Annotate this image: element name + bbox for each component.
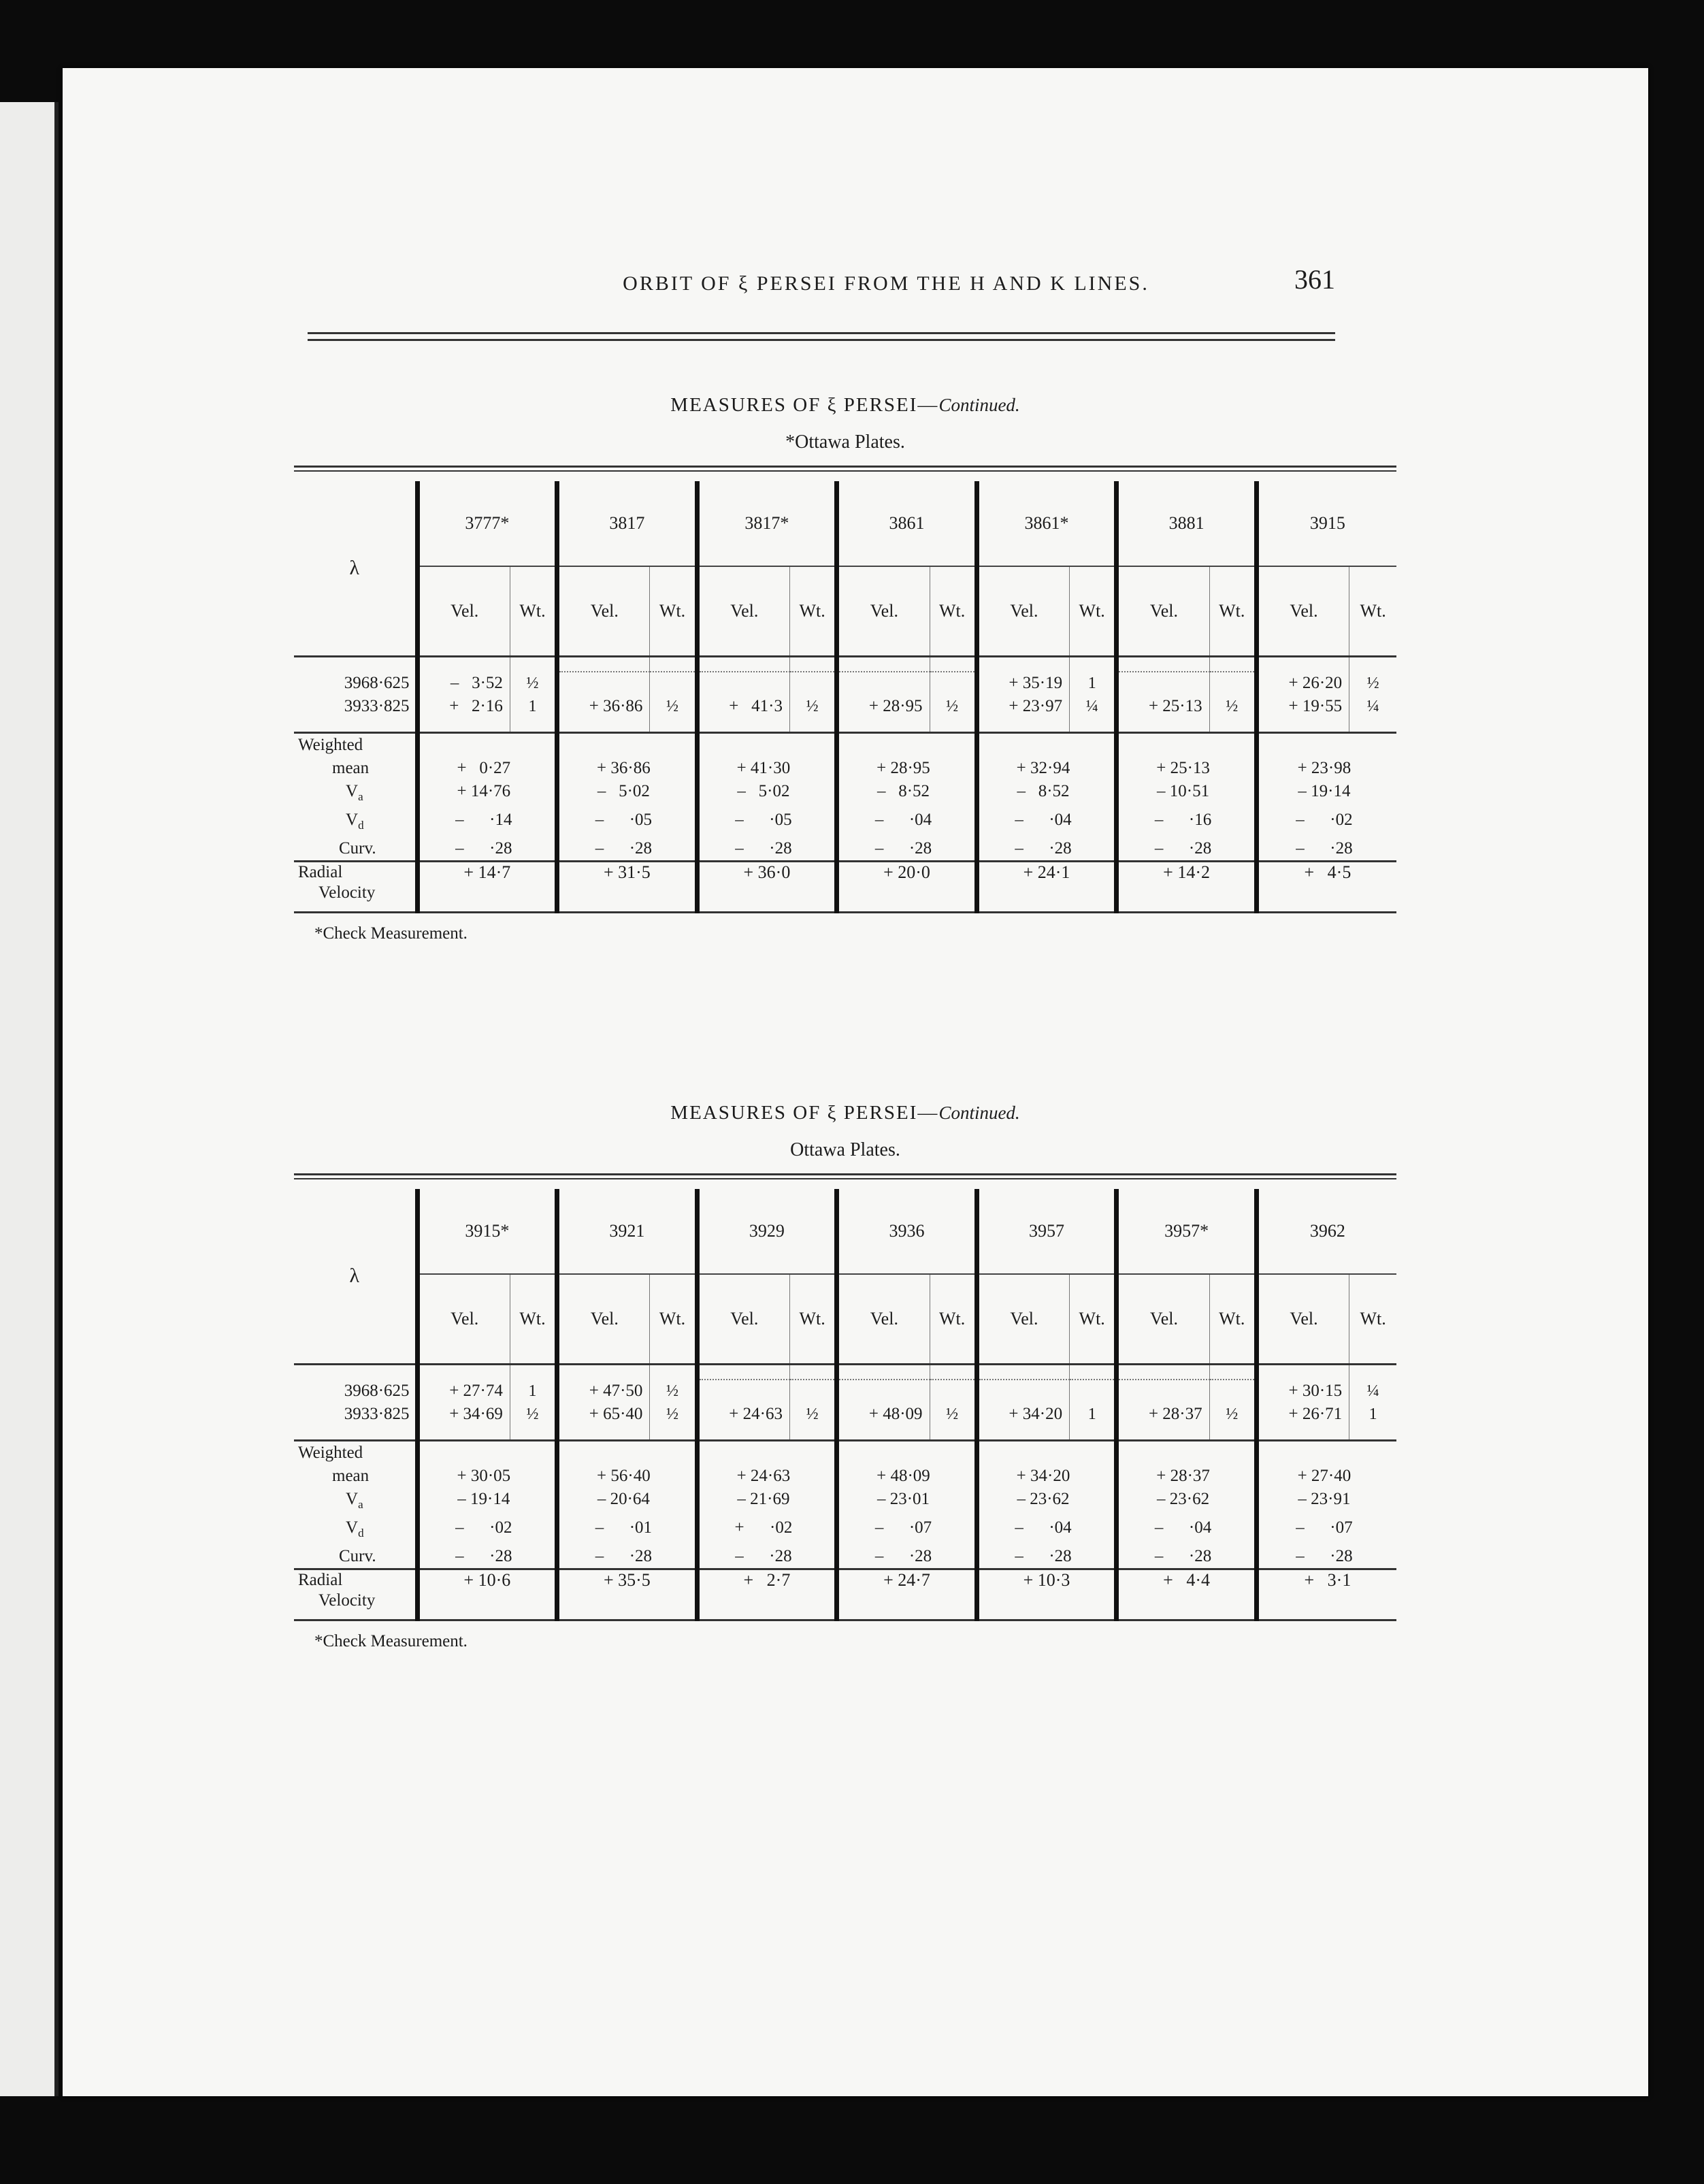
plate-number: 3957* (1117, 1189, 1257, 1274)
footnote: *Check Measurement. (314, 1632, 468, 1650)
radial-label: Velocity (318, 883, 376, 902)
summary-value: – ·28 (697, 1545, 837, 1569)
radial-velocity-value: + 24·1 (977, 862, 1117, 913)
vel-value: + 34·69 (417, 1403, 510, 1426)
measures-table (294, 1189, 1396, 1621)
summary-value: – 19·14 (1256, 780, 1396, 809)
summary-value: + 56·40 (557, 1465, 698, 1488)
wt-header: Wt. (789, 566, 836, 657)
radial-velocity-value: + 3·1 (1256, 1569, 1396, 1620)
summary-value: – ·28 (697, 837, 837, 862)
summary-value: – 5·02 (557, 780, 698, 809)
summary-label: mean (332, 759, 370, 777)
vel-value (977, 1380, 1069, 1403)
summary-value: + 28·95 (837, 757, 977, 780)
wt-value: ½ (650, 1380, 697, 1403)
wt-header: Wt. (1349, 566, 1396, 657)
plate-number: 3861 (837, 481, 977, 566)
summary-value: + 27·40 (1256, 1465, 1396, 1488)
wt-value: ½ (650, 695, 697, 718)
vel-value: + 25·13 (1117, 695, 1209, 718)
wavelength-label: 3968·625 (344, 674, 410, 692)
vel-value: + 23·97 (977, 695, 1069, 718)
vel-value (837, 1380, 930, 1403)
wt-value (930, 672, 977, 695)
plate-number: 3777* (417, 481, 557, 566)
summary-value: – 8·52 (977, 780, 1117, 809)
vel-header: Vel. (417, 1274, 510, 1365)
summary-value: – ·28 (557, 837, 698, 862)
wt-value: ½ (510, 1403, 557, 1426)
summary-value: – ·28 (417, 837, 557, 862)
wt-header: Wt. (1209, 1274, 1256, 1365)
plate-number: 3817* (697, 481, 837, 566)
summary-value: – ·04 (1117, 1516, 1257, 1545)
wt-value: ¼ (1070, 695, 1117, 718)
radial-label: Velocity (318, 1591, 376, 1610)
radial-velocity-value: + 35·5 (557, 1569, 698, 1620)
wt-value (1209, 672, 1256, 695)
wavelength-label: 3933·825 (344, 697, 410, 715)
summary-label: $V_d$ (346, 811, 364, 832)
radial-velocity-value: + 20·0 (837, 862, 977, 913)
wt-header: Wt. (650, 1274, 697, 1365)
summary-value: + 36·86 (557, 757, 698, 780)
vel-value (697, 1380, 789, 1403)
vel-header: Vel. (977, 566, 1069, 657)
summary-value: – 10·51 (1117, 780, 1257, 809)
wt-value (650, 672, 697, 695)
table-title-continued: Continued. (938, 395, 1020, 415)
plate-number: 3817 (557, 481, 698, 566)
plate-number: 3915 (1256, 481, 1396, 566)
plate-number: 3929 (697, 1189, 837, 1274)
vel-value (1117, 1380, 1209, 1403)
vel-value (697, 672, 789, 695)
adjacent-page-edge (0, 102, 59, 2096)
radial-velocity-value: + 36·0 (697, 862, 837, 913)
summary-value: + 48·09 (837, 1465, 977, 1488)
wt-value: ¼ (1349, 695, 1396, 718)
wt-value: 1 (1070, 672, 1117, 695)
radial-velocity-value: + 14·2 (1117, 862, 1257, 913)
summary-value: – ·04 (977, 1516, 1117, 1545)
summary-value: – 21·69 (697, 1488, 837, 1516)
wt-value (789, 1380, 836, 1403)
summary-value: – ·01 (557, 1516, 698, 1545)
vel-value: + 34·20 (977, 1403, 1069, 1426)
vel-header: Vel. (1117, 1274, 1209, 1365)
wt-value: ½ (789, 1403, 836, 1426)
running-head: ORBIT OF ξ PERSEI FROM THE H AND K LINES. (623, 272, 1149, 295)
measures-table (294, 481, 1396, 913)
summary-value: – ·28 (837, 1545, 977, 1569)
wt-value: ½ (1349, 672, 1396, 695)
summary-value: + 41·30 (697, 757, 837, 780)
summary-label: Curv. (339, 1547, 376, 1565)
wt-header: Wt. (650, 566, 697, 657)
vel-value: + 19·55 (1256, 695, 1349, 718)
head-rule (308, 339, 1335, 341)
wt-header: Wt. (789, 1274, 836, 1365)
summary-value: – ·04 (837, 809, 977, 837)
vel-value (557, 672, 650, 695)
plate-number: 3921 (557, 1189, 698, 1274)
summary-value: – ·28 (837, 837, 977, 862)
radial-velocity-value: + 10·6 (417, 1569, 557, 1620)
summary-value: – ·07 (1256, 1516, 1396, 1545)
summary-value: + 14·76 (417, 780, 557, 809)
wt-value: ½ (1209, 695, 1256, 718)
table-title (294, 388, 1396, 422)
wt-value: ¼ (1349, 1380, 1396, 1403)
wt-value (930, 1380, 977, 1403)
summary-value: + 24·63 (697, 1465, 837, 1488)
summary-value: – 19·14 (417, 1488, 557, 1516)
wavelength-label: 3968·625 (344, 1382, 410, 1400)
wt-value: ½ (650, 1403, 697, 1426)
table-top-rule (294, 1173, 1396, 1179)
summary-value: – 8·52 (837, 780, 977, 809)
wavelength-label: 3933·825 (344, 1405, 410, 1423)
summary-value: – ·02 (417, 1516, 557, 1545)
wt-header: Wt. (510, 1274, 557, 1365)
summary-label: Weighted (298, 736, 363, 754)
wt-value (1070, 1380, 1117, 1403)
wt-value: ½ (930, 1403, 977, 1426)
radial-velocity-value: + 31·5 (557, 862, 698, 913)
radial-velocity-value: + 4·4 (1117, 1569, 1257, 1620)
radial-velocity-value: + 24·7 (837, 1569, 977, 1620)
wt-header: Wt. (1070, 1274, 1117, 1365)
lambda-header: λ (349, 557, 360, 579)
wt-header: Wt. (510, 566, 557, 657)
vel-header: Vel. (1256, 566, 1349, 657)
wt-value: ½ (789, 695, 836, 718)
summary-value: – ·16 (1117, 809, 1257, 837)
vel-value: + 36·86 (557, 695, 650, 718)
vel-value: + 65·40 (557, 1403, 650, 1426)
table-subtitle: *Ottawa Plates. (785, 431, 905, 453)
summary-value: + 34·20 (977, 1465, 1117, 1488)
summary-value: + 28·37 (1117, 1465, 1257, 1488)
vel-header: Vel. (557, 566, 650, 657)
wt-value: 1 (1349, 1403, 1396, 1426)
summary-value: – 23·91 (1256, 1488, 1396, 1516)
summary-value: – ·07 (837, 1516, 977, 1545)
plate-number: 3861* (977, 481, 1117, 566)
summary-value: – ·28 (1117, 837, 1257, 862)
wt-value (1209, 1380, 1256, 1403)
table-title-continued: Continued. (938, 1103, 1020, 1123)
head-rule (308, 332, 1335, 334)
summary-label: $V_a$ (346, 782, 363, 803)
vel-header: Vel. (557, 1274, 650, 1365)
vel-value: + 28·95 (837, 695, 930, 718)
summary-label: Weighted (298, 1444, 363, 1462)
vel-value: + 47·50 (557, 1380, 650, 1403)
vel-header: Vel. (697, 1274, 789, 1365)
vel-value: + 30·15 (1256, 1380, 1349, 1403)
summary-value: – 23·62 (977, 1488, 1117, 1516)
vel-header: Vel. (697, 566, 789, 657)
vel-value: + 48·09 (837, 1403, 930, 1426)
wt-value: 1 (510, 695, 557, 718)
vel-value: – 3·52 (417, 672, 510, 695)
summary-label: $V_a$ (346, 1490, 363, 1511)
vel-header: Vel. (1256, 1274, 1349, 1365)
measures-table-2 (294, 1096, 1396, 1651)
vel-header: Vel. (977, 1274, 1069, 1365)
summary-value: – ·04 (977, 809, 1117, 837)
radial-velocity-value: + 14·7 (417, 862, 557, 913)
vel-header: Vel. (1117, 566, 1209, 657)
table-title-main: MEASURES OF ξ PERSEI— (670, 1102, 939, 1124)
table-top-rule (294, 466, 1396, 472)
plate-number: 3936 (837, 1189, 977, 1274)
wt-header: Wt. (1349, 1274, 1396, 1365)
vel-value (837, 672, 930, 695)
table-title-main: MEASURES OF ξ PERSEI— (670, 394, 939, 416)
summary-value: + 23·98 (1256, 757, 1396, 780)
vel-value: + 24·63 (697, 1403, 789, 1426)
footnote: *Check Measurement. (314, 924, 468, 943)
lambda-header: λ (349, 1265, 360, 1287)
summary-value: – ·28 (977, 1545, 1117, 1569)
plate-number: 3915* (417, 1189, 557, 1274)
summary-value: + 25·13 (1117, 757, 1257, 780)
summary-value: + 0·27 (417, 757, 557, 780)
radial-velocity-value: + 2·7 (697, 1569, 837, 1620)
summary-value: + 32·94 (977, 757, 1117, 780)
plate-number: 3957 (977, 1189, 1117, 1274)
summary-value: – ·28 (1256, 1545, 1396, 1569)
wt-header: Wt. (930, 566, 977, 657)
wt-value: ½ (510, 672, 557, 695)
summary-value: – ·28 (1117, 1545, 1257, 1569)
summary-value: – ·05 (697, 809, 837, 837)
vel-value (1117, 672, 1209, 695)
summary-value: – 5·02 (697, 780, 837, 809)
wt-value: ½ (930, 695, 977, 718)
vel-value: + 26·20 (1256, 672, 1349, 695)
wt-header: Wt. (930, 1274, 977, 1365)
plate-number: 3881 (1117, 481, 1257, 566)
summary-value: – ·14 (417, 809, 557, 837)
summary-value: – ·28 (977, 837, 1117, 862)
table-subtitle: Ottawa Plates. (790, 1139, 900, 1160)
wt-header: Wt. (1209, 566, 1256, 657)
summary-value: – ·28 (417, 1545, 557, 1569)
vel-value: + 41·3 (697, 695, 789, 718)
radial-velocity-value: + 4·5 (1256, 862, 1396, 913)
summary-value: + ·02 (697, 1516, 837, 1545)
vel-value: + 27·74 (417, 1380, 510, 1403)
summary-label: Curv. (339, 839, 376, 858)
vel-header: Vel. (837, 566, 930, 657)
summary-value: – ·02 (1256, 809, 1396, 837)
page-number: 361 (1294, 264, 1335, 295)
summary-label: $V_d$ (346, 1518, 364, 1539)
plate-number: 3962 (1256, 1189, 1396, 1274)
vel-value: + 2·16 (417, 695, 510, 718)
summary-value: – ·28 (557, 1545, 698, 1569)
wt-header: Wt. (1070, 566, 1117, 657)
summary-value: + 30·05 (417, 1465, 557, 1488)
vel-header: Vel. (417, 566, 510, 657)
vel-value: + 35·19 (977, 672, 1069, 695)
vel-value: + 26·71 (1256, 1403, 1349, 1426)
radial-velocity-value: + 10·3 (977, 1569, 1117, 1620)
wt-value: 1 (1070, 1403, 1117, 1426)
wt-value (789, 672, 836, 695)
book-page (63, 68, 1648, 2096)
summary-value: – 23·62 (1117, 1488, 1257, 1516)
radial-label: Radial (298, 1571, 343, 1589)
summary-value: – 23·01 (837, 1488, 977, 1516)
measures-table-1 (294, 388, 1396, 943)
vel-value: + 28·37 (1117, 1403, 1209, 1426)
summary-value: – ·28 (1256, 837, 1396, 862)
radial-label: Radial (298, 863, 343, 881)
table-title (294, 1096, 1396, 1130)
summary-value: – 20·64 (557, 1488, 698, 1516)
summary-label: mean (332, 1467, 370, 1485)
wt-value: ½ (1209, 1403, 1256, 1426)
summary-value: – ·05 (557, 809, 698, 837)
vel-header: Vel. (837, 1274, 930, 1365)
wt-value: 1 (510, 1380, 557, 1403)
